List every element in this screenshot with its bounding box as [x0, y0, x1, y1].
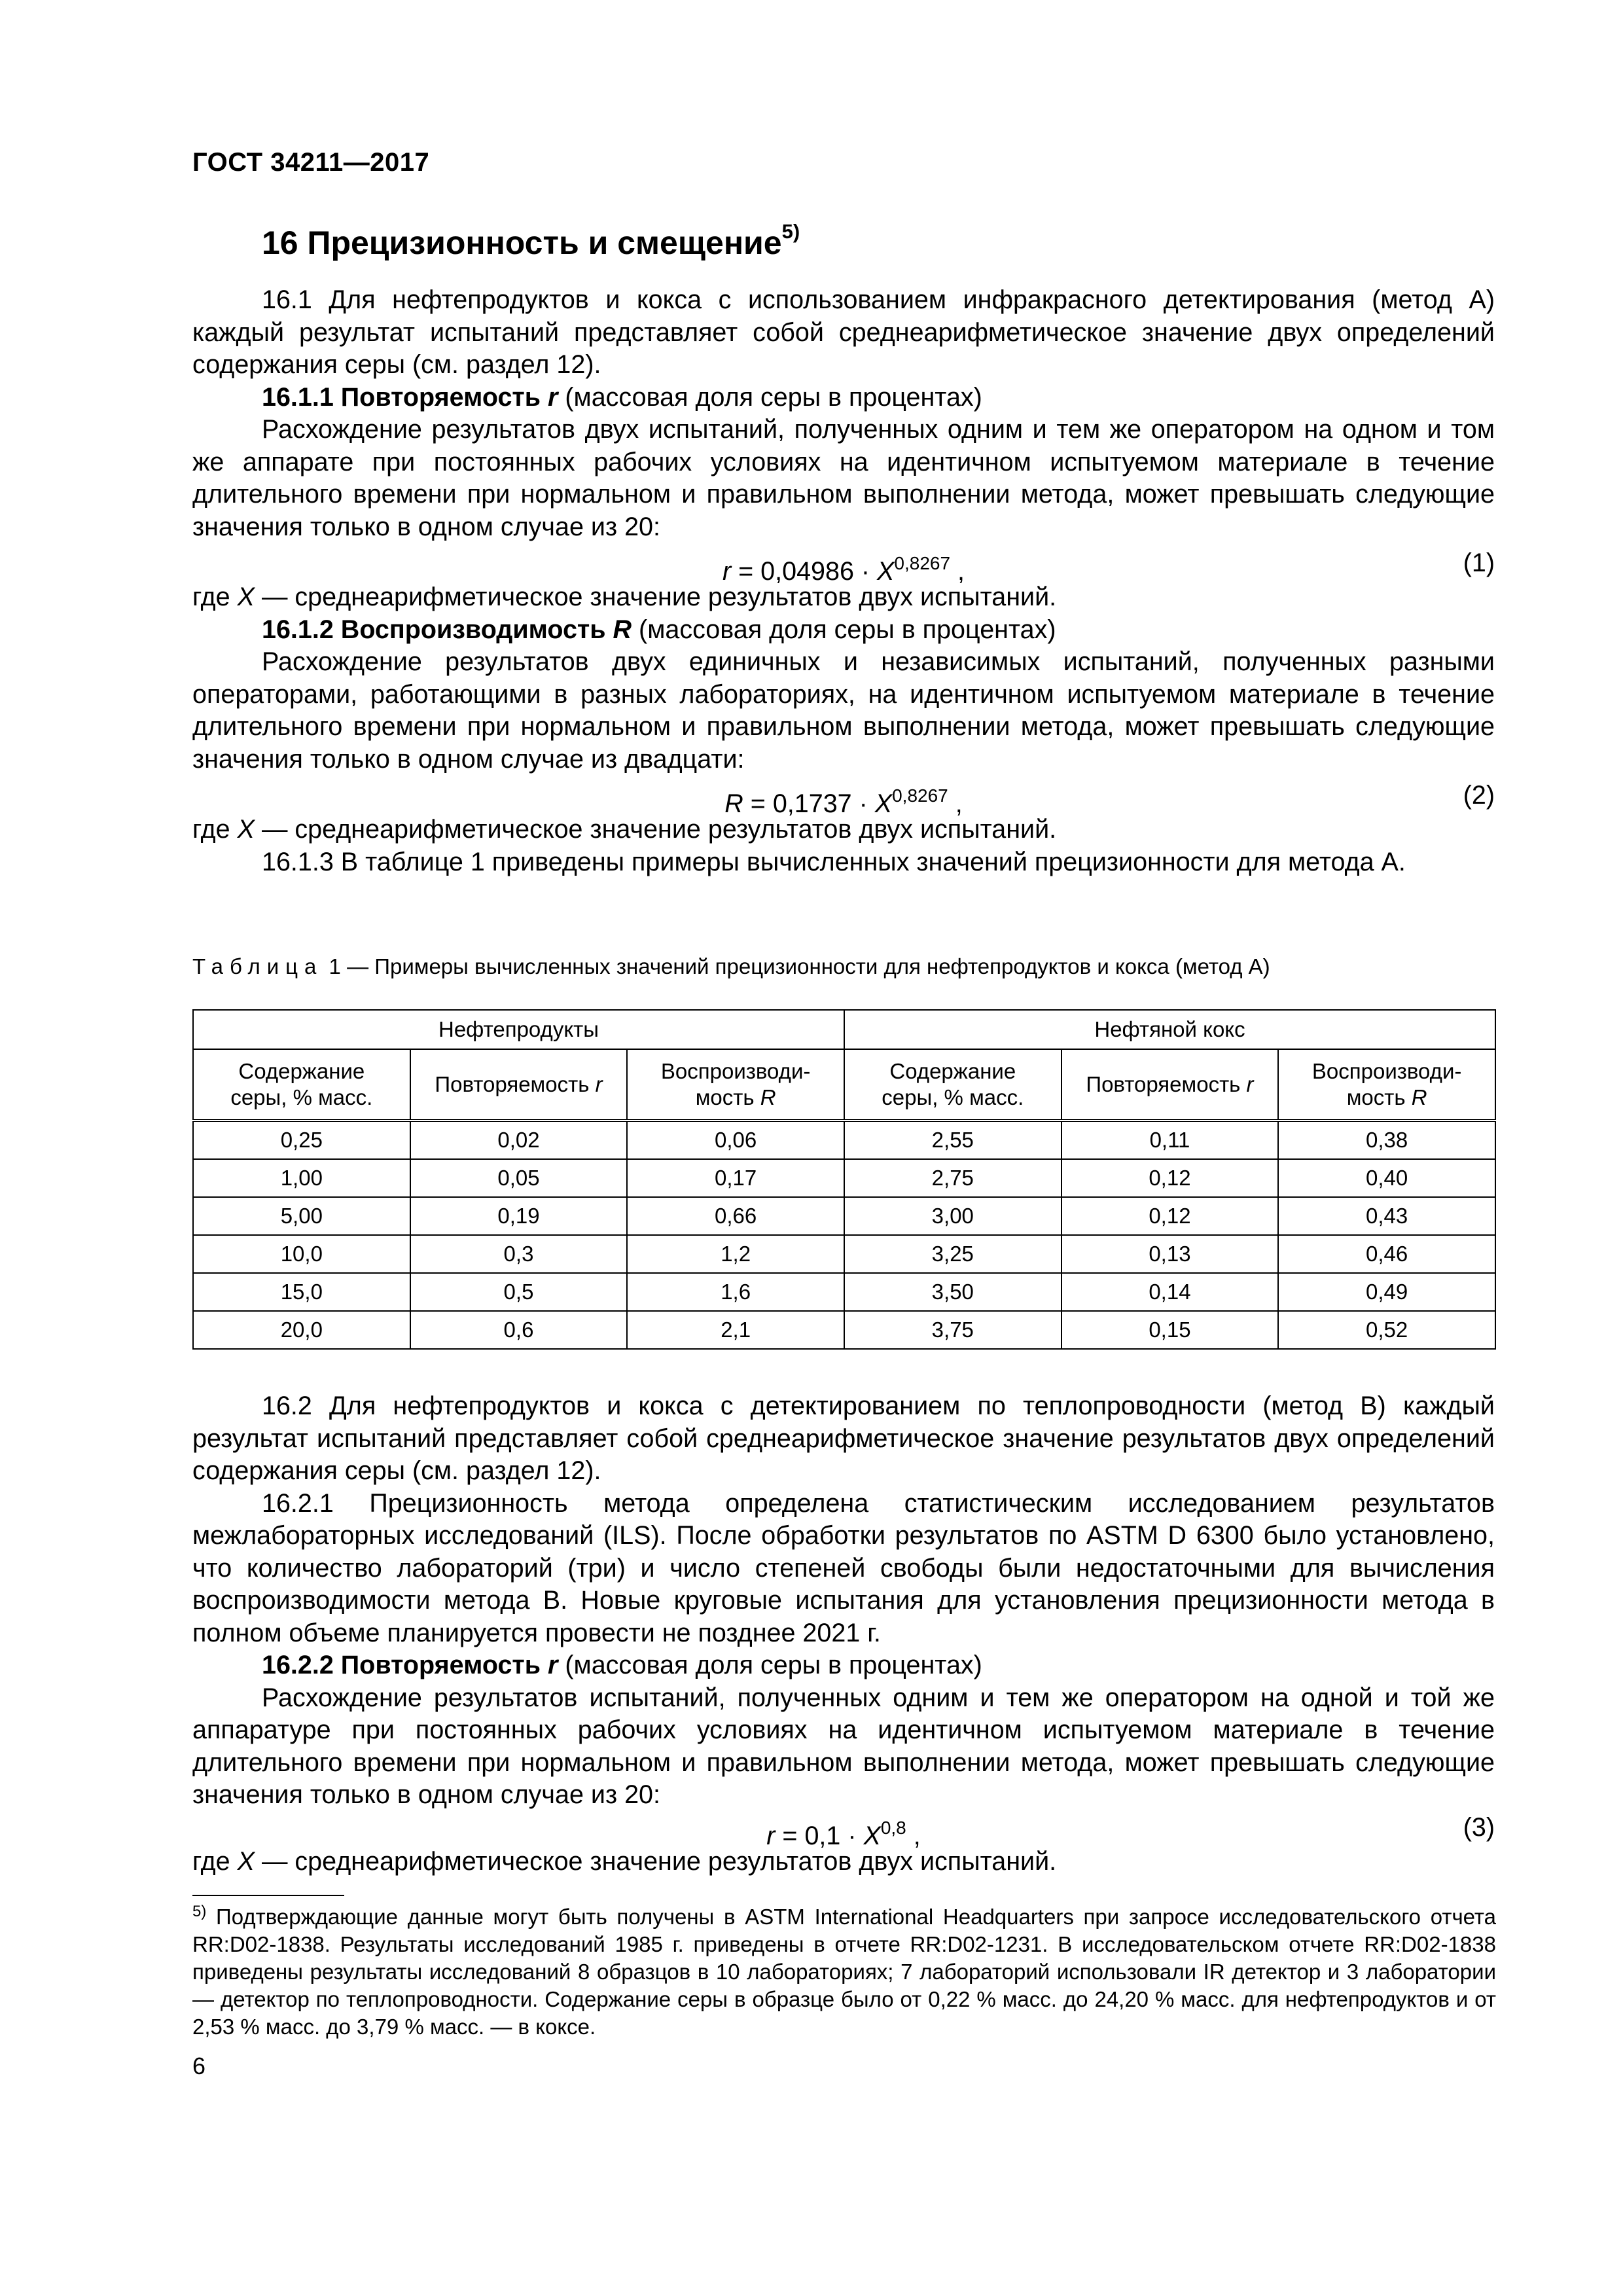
formula-eq: = 0,1 · — [775, 1821, 864, 1850]
formula-number: (2) — [1463, 781, 1495, 810]
paragraph-16-1: 16.1 Для нефтепродуктов и кокса с использованием инфракрасного детектирования (метод А) каждый результат испытаний представляет собой среднеарифметическое значение двух определений содержания серы (см. раздел 12). — [192, 285, 1495, 379]
table-row — [193, 1235, 1495, 1273]
paragraph-16-2: 16.2 Для нефтепродуктов и кокса с детектированием по теплопроводности (метод В) каждый результат испытаний представляет собой среднеарифметическое значение результатов двух определений содержания серы (см. раздел 12). — [192, 1391, 1495, 1485]
where-text: — среднеарифметическое значение результатов двух испытаний. — [254, 583, 1057, 611]
table-row — [193, 1197, 1495, 1235]
col-header-sulfur — [844, 1049, 1061, 1121]
subsection-label: 16.2.2 Повторяемость — [262, 1651, 541, 1679]
col-header-symbol: r — [595, 1072, 603, 1096]
formula-exp: 0,8267 — [892, 785, 948, 806]
formula-number: (3) — [1463, 1812, 1495, 1842]
footnote — [192, 1898, 1496, 2041]
col-header-symbol: R — [1411, 1085, 1427, 1109]
symbol: r — [548, 1651, 558, 1679]
table-cell: 0,12 — [1061, 1159, 1279, 1197]
table-cell: 0,3 — [410, 1235, 628, 1273]
table-row — [193, 1159, 1495, 1197]
table-cell: 0,52 — [1278, 1311, 1495, 1349]
page-number: 6 — [192, 2053, 206, 2079]
table-cell: 0,05 — [410, 1159, 628, 1197]
table-cell: 0,14 — [1061, 1273, 1279, 1311]
table-cell: 0,66 — [627, 1197, 844, 1235]
col-header-line: мость — [1346, 1085, 1406, 1109]
table-cell: 0,17 — [627, 1159, 844, 1197]
table-cell: 2,75 — [844, 1159, 1061, 1197]
subsection-note: (массовая доля серы в процентах) — [632, 615, 1056, 644]
table-cell: 0,11 — [1061, 1121, 1279, 1159]
symbol: r — [548, 382, 558, 412]
text-block-2 — [192, 1390, 1495, 1878]
formula-3 — [192, 1812, 1495, 1850]
table-cell: 0,19 — [410, 1197, 628, 1235]
formula-tail: , — [906, 1821, 921, 1850]
col-header-line: Повторяемость — [1086, 1072, 1241, 1096]
subsection-16-1-1-title — [192, 382, 1495, 414]
symbol: R — [613, 615, 632, 644]
formula-eq: = 0,1737 · — [743, 789, 875, 818]
formula-expression — [192, 1812, 1495, 1853]
col-header-line: Содержание — [889, 1059, 1016, 1083]
where-var: X — [237, 1846, 255, 1876]
where-text: — среднеарифметическое значение результатов двух испытаний. — [254, 1846, 1057, 1876]
table-cell: 0,15 — [1061, 1311, 1279, 1349]
subsection-note: (массовая доля серы в процентах) — [558, 382, 982, 412]
table-cell: 3,75 — [844, 1311, 1061, 1349]
formula-var: X — [863, 1821, 881, 1850]
col-header-repeatability — [1061, 1049, 1279, 1121]
formula-exp: 0,8 — [880, 1817, 906, 1838]
table-cell: 0,12 — [1061, 1197, 1279, 1235]
table-row — [193, 1273, 1495, 1311]
formula-lhs: r — [766, 1821, 776, 1850]
table-cell: 3,25 — [844, 1235, 1061, 1273]
formula-expression — [192, 547, 1495, 588]
table-row — [193, 1121, 1495, 1159]
formula-var: X — [874, 789, 893, 818]
paragraph-16-2-2: Расхождение результатов испытаний, полученных одним и тем же оператором на одной и той же аппаратуре при постоянных рабочих условиях на идентичном испытуемом материале в течение длительного времени при нормальном и правильном выполнении метода, может превышать следующие значения только в одном случае из 20: — [192, 1683, 1495, 1809]
subsection-label: 16.1.1 Повторяемость — [262, 382, 541, 412]
paragraph-16-1-1: Расхождение результатов двух испытаний, полученных одним и тем же оператором на одном и том же аппарате при постоянных рабочих условиях на идентичном испытуемом материале в течение длительного времени при нормальном и правильном выполнении метода, может превышать следующие значения только в одном случае из 20: — [192, 415, 1495, 541]
col-header-sulfur — [193, 1049, 410, 1121]
group-header-oil: Нефтепродукты — [193, 1010, 844, 1049]
table-cell: 0,43 — [1278, 1197, 1495, 1235]
formula-var: X — [877, 557, 895, 586]
table-row — [193, 1311, 1495, 1349]
table-cell: 0,25 — [193, 1121, 410, 1159]
table-cell: 5,00 — [193, 1197, 410, 1235]
formula-exp: 0,8267 — [894, 553, 951, 573]
where-pre: где — [192, 815, 238, 844]
footnote-divider — [192, 1895, 344, 1896]
formula-1 — [192, 543, 1495, 586]
formula-tail: , — [948, 789, 963, 818]
footnote-ref: 5) — [781, 220, 800, 243]
table-cell: 0,46 — [1278, 1235, 1495, 1273]
where-pre: где — [192, 1846, 238, 1876]
col-header-line: мость — [695, 1085, 755, 1109]
table-caption — [192, 954, 1270, 979]
table-cell: 1,6 — [627, 1273, 844, 1311]
text-block-1 — [192, 284, 1495, 878]
paragraph-16-1-2: Расхождение результатов двух единичных и независимых испытаний, полученных разными операторами, работающими в разных лабораториях, на идентичном испытуемом материале в течение длительного времени при нормальном и правильном выполнении метода, может превышать следующие значения только в одном случае из двадцати: — [192, 647, 1495, 774]
where-text: — среднеарифметическое значение результатов двух испытаний. — [254, 815, 1057, 844]
table-cell: 0,5 — [410, 1273, 628, 1311]
formula-expression — [192, 780, 1495, 821]
table-cell: 2,55 — [844, 1121, 1061, 1159]
table-cell: 1,00 — [193, 1159, 410, 1197]
subsection-note: (массовая доля серы в процентах) — [558, 1651, 982, 1679]
formula-eq: = 0,04986 · — [731, 557, 878, 586]
col-header-symbol: R — [760, 1085, 776, 1109]
col-header-symbol: r — [1246, 1072, 1254, 1096]
col-header-line: Воспроизводи- — [660, 1059, 811, 1083]
subsection-label: 16.1.2 Воспроизводимость — [262, 615, 606, 644]
table-cell: 3,00 — [844, 1197, 1061, 1235]
table-cell: 1,2 — [627, 1235, 844, 1273]
section-title — [262, 220, 800, 262]
col-header-line: серы, % масс. — [882, 1085, 1024, 1109]
group-header-coke: Нефтяной кокс — [844, 1010, 1495, 1049]
table-cell: 0,40 — [1278, 1159, 1495, 1197]
col-header-line: серы, % масс. — [230, 1085, 373, 1109]
col-header-line: Воспроизводи- — [1311, 1059, 1462, 1083]
subsection-16-1-2-title — [192, 614, 1495, 647]
table-cell: 2,1 — [627, 1311, 844, 1349]
caption-text: 1 — Примеры вычисленных значений прецизионности для нефтепродуктов и кокса (метод А) — [323, 954, 1270, 978]
table-cell: 0,13 — [1061, 1235, 1279, 1273]
paragraph-16-1-3: 16.1.3 В таблице 1 приведены примеры вычисленных значений прецизионности для метода А. — [262, 847, 1406, 876]
formula-tail: , — [950, 557, 965, 586]
formula-2 — [192, 776, 1495, 818]
section-title-text: 16 Прецизионность и смещение — [262, 224, 782, 261]
caption-label: Таблица — [192, 954, 323, 978]
where-var: X — [237, 815, 255, 844]
col-header-line: Содержание — [238, 1059, 365, 1083]
subsection-16-2-2-title — [192, 1649, 1495, 1682]
table-cell: 3,50 — [844, 1273, 1061, 1311]
formula-lhs: R — [724, 789, 743, 818]
table-cell: 0,49 — [1278, 1273, 1495, 1311]
col-header-line: Повторяемость — [435, 1072, 590, 1096]
col-header-reproducibility — [1278, 1049, 1495, 1121]
where-var: X — [237, 583, 255, 611]
paragraph-16-2-1: 16.2.1 Прецизионность метода определена статистическим исследованием результатов межлабораторных исследований (ILS). После обработки результатов по ASTM D 6300 было установлено, что количество лабораторий (три) и число степеней свободы были недостаточными для вычисления воспроизводимости метода В. Новые круговые испытания для установления прецизионности метода в полном объеме планируется провести не позднее 2021 г. — [192, 1488, 1495, 1647]
table-cell: 0,06 — [627, 1121, 844, 1159]
document-header: ГОСТ 34211—2017 — [192, 148, 430, 177]
table-cell: 10,0 — [193, 1235, 410, 1273]
footnote-mark: 5) — [192, 1903, 207, 1920]
footnote-text: Подтверждающие данные могут быть получены в ASTM International Headquarters при запросе исследовательского отчета RR:D02-1838. Результаты исследований 1985 г. приведены в отчете RR:D02-1231. В исследовательском отчете RR:D02-1838 приведены результаты исследований 8 образцов в 10 лабораториях; 7 лабораторий использовали IR детектор и 3 лаборатории — детектор по теплопроводности. Содержание серы в образце было от 0,22 % масс. до 24,20 % масс. для нефтепродуктов и от 2,53 % масс. до 3,79 % масс. — в коксе. — [192, 1905, 1496, 2039]
col-header-repeatability — [410, 1049, 628, 1121]
table-cell: 20,0 — [193, 1311, 410, 1349]
table-cell: 0,6 — [410, 1311, 628, 1349]
precision-table — [192, 1009, 1496, 1350]
table-cell: 15,0 — [193, 1273, 410, 1311]
table-cell: 0,38 — [1278, 1121, 1495, 1159]
formula-number: (1) — [1463, 548, 1495, 577]
col-header-reproducibility — [627, 1049, 844, 1121]
table-cell: 0,02 — [410, 1121, 628, 1159]
formula-lhs: r — [722, 557, 732, 586]
where-pre: где — [192, 583, 238, 611]
